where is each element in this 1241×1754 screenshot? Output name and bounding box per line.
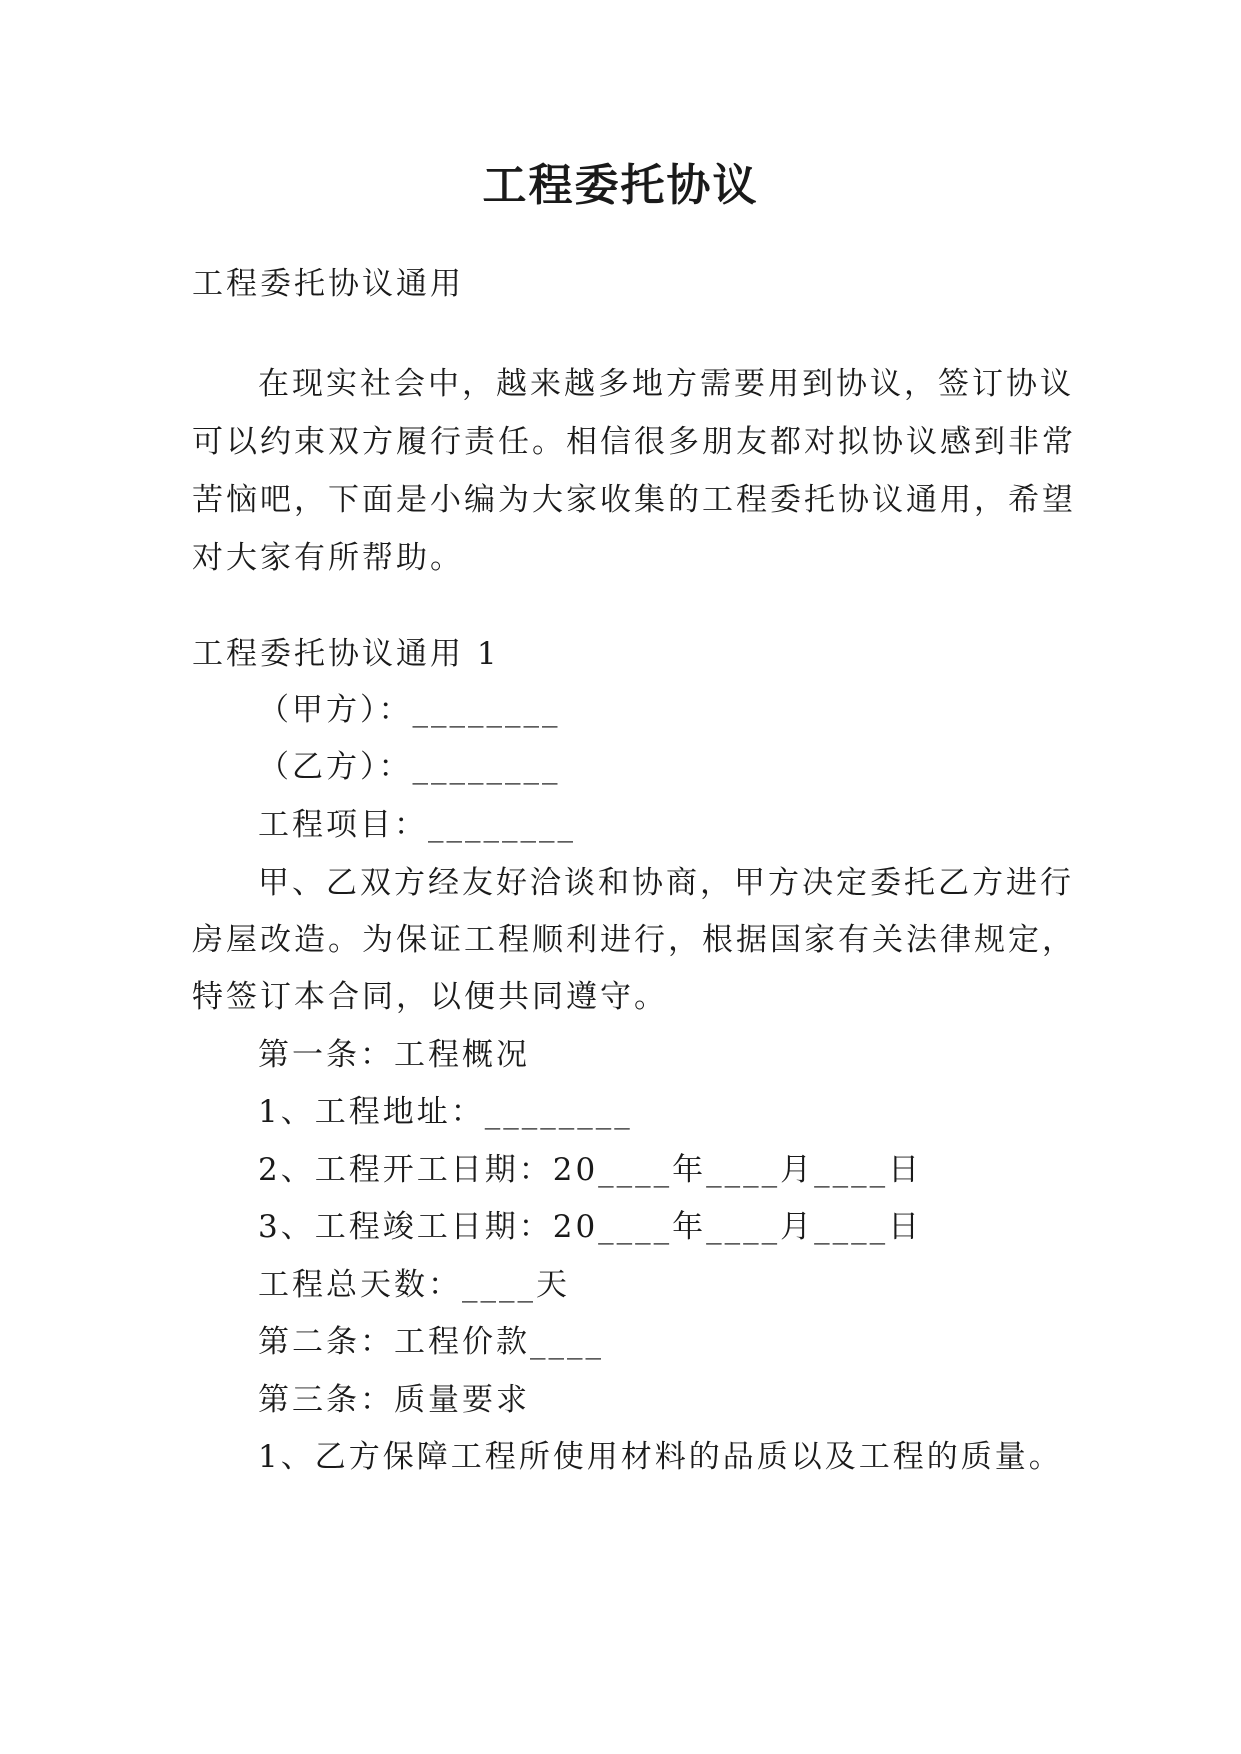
intro-line-4: 对大家有所帮助。: [192, 540, 464, 576]
party-a-field: （甲方）：________: [258, 692, 561, 728]
document-subtitle: 工程委托协议通用: [192, 266, 464, 302]
intro-line-1: 在现实社会中，越来越多地方需要用到协议，签订协议: [258, 366, 1074, 402]
article-1-end-date: 3、工程竣工日期：20____年____月____日: [258, 1209, 923, 1245]
article-1-start-date: 2、工程开工日期：20____年____月____日: [258, 1152, 923, 1188]
party-b-field: （乙方）：________: [258, 749, 561, 785]
document-title: 工程委托协议: [482, 160, 759, 211]
article-1-heading: 第一条：工程概况: [258, 1037, 530, 1073]
preamble-line-2: 房屋改造。为保证工程顺利进行，根据国家有关法律规定，: [192, 922, 1076, 958]
article-3-item-1: 1、乙方保障工程所使用材料的品质以及工程的质量。: [258, 1439, 1063, 1475]
article-2-heading: 第二条：工程价款____: [258, 1324, 604, 1360]
article-1-address: 1、工程地址：________: [258, 1094, 633, 1130]
project-field: 工程项目：________: [258, 807, 576, 843]
article-3-heading: 第三条：质量要求: [258, 1382, 530, 1418]
intro-line-2: 可以约束双方履行责任。相信很多朋友都对拟协议感到非常: [192, 424, 1076, 460]
section-heading: 工程委托协议通用 1: [192, 636, 500, 672]
intro-line-3: 苦恼吧，下面是小编为大家收集的工程委托协议通用，希望: [192, 482, 1076, 518]
preamble-line-3: 特签订本合同，以便共同遵守。: [192, 979, 668, 1015]
article-1-total-days: 工程总天数：____天: [258, 1267, 570, 1303]
preamble-line-1: 甲、乙双方经友好洽谈和协商，甲方决定委托乙方进行: [258, 865, 1074, 901]
